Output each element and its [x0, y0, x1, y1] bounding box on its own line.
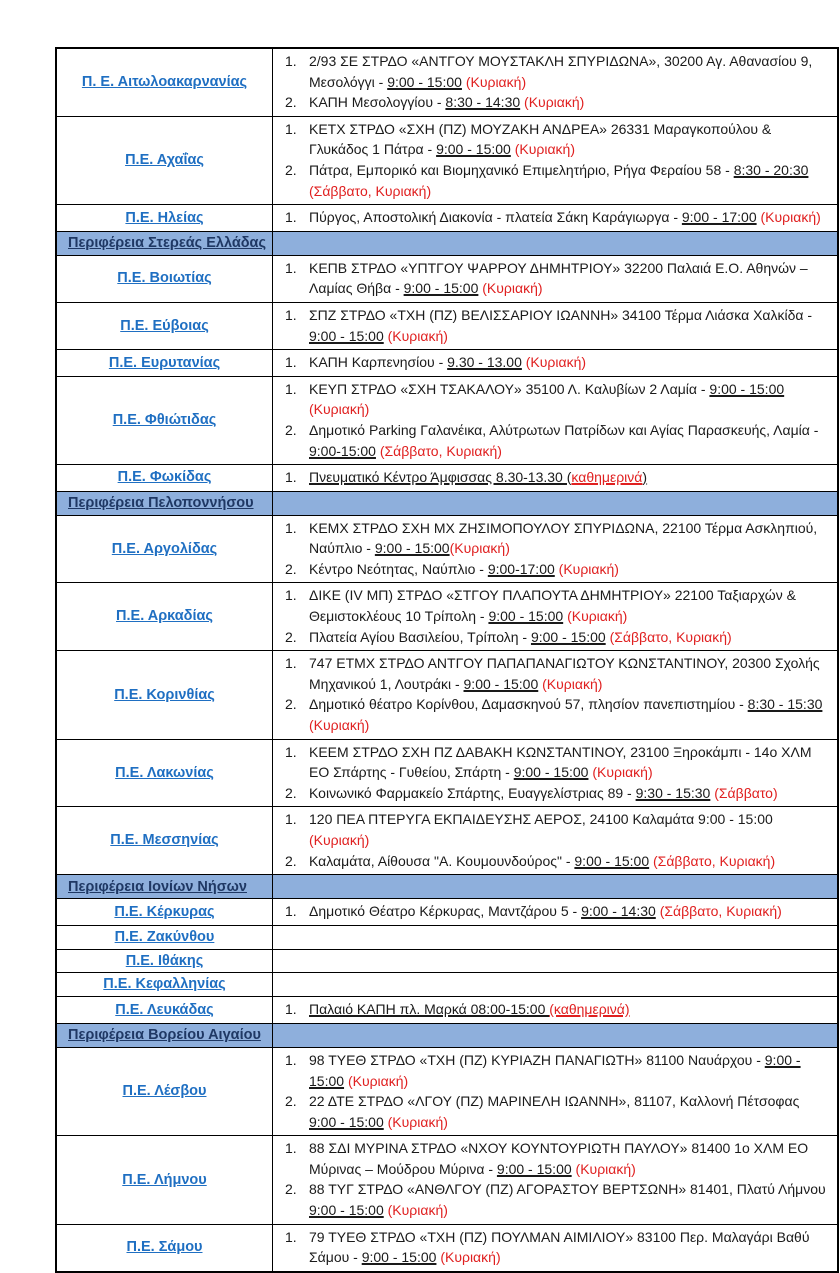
unit-name-link[interactable]: Π.Ε. Ζακύνθου	[114, 928, 215, 945]
location-text: ΚΕΜΧ ΣΤΡΔΟ ΣΧΗ ΜΧ ΖΗΣΙΜΟΠΟΥΛΟΥ ΣΠΥΡΙΔΩΝΑ, 22100 Τέρμα Ασκληπιού, Ναύπλιο -	[309, 519, 818, 557]
location-text: ΚΑΠΗ Μεσολογγίου -	[309, 94, 446, 111]
unit-name-link[interactable]: Π.Ε. Φθιώτιδας	[112, 411, 217, 428]
unit-name-link[interactable]: Π.Ε. Κέρκυρας	[114, 903, 215, 920]
location-text: 79 ΤΥΕΘ ΣΤΡΔΟ «ΤΧΗ (ΠΖ) ΠΟΥΛΜΑΝ ΑΙΜΙΛΙΟΥ» 83100 Περ. Μαλαγάρι Βαθύ Σάμου -	[309, 1228, 810, 1266]
unit-name-cell	[57, 516, 273, 583]
item-text	[309, 742, 831, 783]
location-list	[273, 303, 837, 349]
location-text: 88 ΤΥΓ ΣΤΡΔΟ «ΑΝΘΛΓΟΥ (ΠΖ) ΑΓΟΡΑΣΤΟΥ ΒΕΡΤΣΩΝΗ» 81401, Πλατύ Λήμνου	[309, 1181, 826, 1198]
unit-name-link[interactable]: Π.Ε. Λακωνίας	[115, 764, 214, 781]
location-list	[273, 973, 837, 996]
location-text: Κέντρο Νεότητας, Ναύπλιο -	[309, 560, 488, 577]
location-text: 98 ΤΥΕΘ ΣΤΡΔΟ «ΤΧΗ (ΠΖ) ΚΥΡΙΑΖΗ ΠΑΝΑΓΙΩΤΗ» 81100 Ναυάρχου -	[309, 1051, 765, 1068]
location-item	[273, 207, 831, 228]
location-text: Πλατεία Αγίου Βασιλείου, Τρίπολη -	[309, 628, 531, 645]
item-text	[309, 1138, 831, 1179]
day-label: (Κυριακή)	[542, 675, 603, 692]
region-header-row	[57, 231, 837, 255]
item-text	[309, 160, 831, 201]
time-range: 8:30 - 20:30	[733, 161, 809, 178]
location-item	[273, 1227, 831, 1268]
unit-name-cell	[57, 1136, 273, 1223]
item-number: 1.	[285, 811, 297, 828]
location-item	[273, 1050, 831, 1091]
location-text: 120 ΠΕΑ ΠΤΕΡΥΓΑ ΕΚΠΑΙΔΕΥΣΗΣ ΑΕΡΟΣ, 24100 Καλαμάτα 9:00 - 15:00	[309, 811, 773, 828]
table-row	[57, 1224, 837, 1271]
unit-name-link[interactable]: Π.Ε. Κορινθίας	[114, 686, 215, 703]
region-header-label: Περιφέρεια Στερεάς Ελλάδας	[68, 235, 267, 252]
item-text	[309, 305, 831, 346]
day-label: (Κυριακή)	[525, 354, 587, 371]
location-item	[273, 467, 831, 488]
unit-name-cell	[57, 997, 273, 1023]
item-number: 1.	[285, 380, 297, 397]
time-range: 9:00 - 15:00	[463, 675, 539, 692]
table-row	[57, 515, 837, 583]
item-number: 1.	[285, 1140, 297, 1157]
time-range: 9:00 - 15:00	[530, 628, 606, 645]
unit-name-link[interactable]: Π.Ε. Αργολίδας	[111, 540, 218, 557]
location-item	[273, 809, 831, 850]
item-text	[309, 809, 831, 850]
item-number: 1.	[285, 209, 297, 226]
location-item	[273, 258, 831, 299]
location-item	[273, 420, 831, 461]
region-header-spacer	[273, 875, 837, 898]
item-text	[309, 420, 831, 461]
table-row	[57, 898, 837, 925]
item-number: 1.	[285, 120, 297, 137]
item-text	[309, 627, 831, 648]
item-text	[309, 901, 831, 922]
day-label: (Κυριακή)	[567, 608, 628, 625]
item-number: 1.	[285, 354, 297, 371]
time-range: 9:00 - 15:00	[374, 540, 450, 557]
location-list	[273, 205, 837, 231]
location-item	[273, 901, 831, 922]
location-text: ΚΕΥΠ ΣΤΡΔΟ «ΣΧΗ ΤΣΑΚΑΛΟΥ» 35100 Λ. Καλυβίων 2 Λαμία -	[309, 380, 710, 397]
unit-name-cell	[57, 807, 273, 874]
item-text	[309, 119, 831, 160]
time-range: 9:00 - 15:00	[709, 380, 785, 397]
table-row	[57, 949, 837, 973]
location-item	[273, 160, 831, 201]
unit-name-cell	[57, 973, 273, 996]
unit-name-cell	[57, 651, 273, 738]
location-item	[273, 585, 831, 626]
day-label: (Κυριακή)	[387, 327, 448, 344]
item-text	[309, 207, 831, 228]
time-range: 9:00 - 17:00	[681, 209, 757, 226]
day-label: (Σάββατο, Κυριακή)	[659, 903, 782, 920]
table-row	[57, 464, 837, 491]
unit-name-cell	[57, 377, 273, 464]
unit-name-cell	[57, 583, 273, 650]
day-label: (Κυριακή)	[387, 1113, 448, 1130]
item-number: 1.	[285, 1051, 297, 1068]
unit-name-cell	[57, 465, 273, 491]
time-range: 8:30 - 14:30	[445, 94, 521, 111]
item-text	[309, 999, 831, 1020]
unit-name-link[interactable]: Π.Ε. Λήμνου	[122, 1171, 207, 1188]
item-number: 1.	[285, 259, 297, 276]
location-list	[273, 807, 837, 874]
region-header-row	[57, 1023, 837, 1047]
schedule-table	[55, 47, 839, 1273]
region-header-label: Περιφέρεια Πελοποννήσου	[68, 495, 254, 512]
table-row	[57, 116, 837, 204]
day-label: καθημερινά	[571, 469, 643, 486]
unit-name-cell	[57, 926, 273, 949]
region-header-spacer	[273, 1024, 837, 1047]
location-list	[273, 256, 837, 302]
region-header-cell	[57, 875, 273, 898]
unit-name-cell	[57, 303, 273, 349]
time-range: 9:00 - 15:00	[309, 1113, 384, 1130]
time-range: 9:00 - 15:00	[574, 852, 650, 869]
location-item	[273, 1091, 831, 1132]
unit-name-link[interactable]: Π.Ε. Κεφαλληνίας	[103, 976, 226, 993]
unit-name-link[interactable]: Π.Ε. Σάμου	[126, 1239, 203, 1256]
location-item	[273, 851, 831, 872]
unit-name-cell	[57, 950, 273, 973]
item-number: 1.	[285, 903, 297, 920]
unit-name-cell	[57, 350, 273, 376]
location-text: Πύργος, Αποστολική Διακονία - πλατεία Σάκη Καράγιωργα -	[309, 209, 682, 226]
item-text	[309, 1227, 831, 1268]
location-list	[273, 583, 837, 650]
day-label: (Κυριακή)	[440, 1249, 501, 1266]
unit-name-cell	[57, 117, 273, 204]
time-range: 9:00 - 15:00	[361, 1249, 437, 1266]
table-row	[57, 996, 837, 1023]
location-text: ΔΙΚΕ (IV ΜΠ) ΣΤΡΔΟ «ΣΤΓΟΥ ΠΛΑΠΟΥΤΑ ΔΗΜΗΤΡΙΟΥ» 22100 Ταξιαρχών & Θεμιστοκλέους 10 Τρίπολη -	[309, 587, 796, 625]
time-range: Παλαιό ΚΑΠΗ πλ. Μαρκά 08:00-15:00	[309, 1001, 550, 1018]
unit-name-link[interactable]: Π.Ε. Λευκάδας	[115, 1001, 214, 1018]
time-range: 9:00 - 15:00	[403, 280, 479, 297]
item-number: 2.	[285, 852, 297, 869]
time-range: 9:00 - 15:00	[387, 73, 462, 90]
item-number: 1.	[285, 587, 297, 604]
day-label: (Κυριακή)	[309, 717, 370, 734]
day-label: (Κυριακή)	[524, 94, 585, 111]
item-text	[309, 559, 831, 580]
unit-name-link[interactable]: Π.Ε. Βοιωτίας	[117, 270, 212, 287]
item-text	[309, 92, 831, 113]
day-label: (Κυριακή)	[482, 280, 543, 297]
location-list	[273, 516, 837, 583]
table-row	[57, 1047, 837, 1135]
unit-name-link[interactable]: Π.Ε. Ευρυτανίας	[108, 354, 221, 371]
day-label: (Σάββατο, Κυριακή)	[609, 628, 732, 645]
location-item	[273, 92, 831, 113]
day-label: (Σάββατο, Κυριακή)	[379, 442, 502, 459]
location-text: Πάτρα, Εμπορικό και Βιομηχανικό Επιμελητήριο, Ρήγα Φεραίου 58 -	[309, 161, 734, 178]
location-item	[273, 694, 831, 735]
location-list	[273, 997, 837, 1023]
time-range: )	[642, 469, 648, 486]
item-text	[309, 1179, 831, 1220]
location-item	[273, 379, 831, 420]
location-list	[273, 1225, 837, 1271]
day-label: (Κυριακή)	[575, 1160, 636, 1177]
item-number: 2.	[285, 1181, 297, 1198]
time-range: 9:00 - 15:00	[309, 1051, 801, 1089]
item-number: 2.	[285, 696, 297, 713]
location-list	[273, 1136, 837, 1223]
item-text	[309, 352, 831, 373]
location-text: Δημοτικό Parking Γαλανέικα, Αλύτρωτων Πατρίδων και Αγίας Παρασκευής, Λαμία -	[309, 421, 819, 438]
location-text: ΚΕΠΒ ΣΤΡΔΟ «ΥΠΤΓΟΥ ΨΑΡΡΟΥ ΔΗΜΗΤΡΙΟΥ» 32200 Παλαιά Ε.Ο. Αθηνών – Λαμίας Θήβα -	[309, 259, 808, 297]
location-text: Δημοτικό Θέατρο Κέρκυρας, Μαντζάρου 5 -	[309, 903, 582, 920]
day-label: (Κυριακή)	[558, 560, 619, 577]
location-item	[273, 627, 831, 648]
unit-name-link[interactable]: Π.Ε. Εύβοιας	[120, 317, 209, 334]
location-text: ΚΕΕΜ ΣΤΡΔΟ ΣΧΗ ΠΖ ΔΑΒΑΚΗ ΚΩΝΣΤΑΝΤΙΝΟΥ, 23100 Ξηροκάμπι - 14ο ΧΛΜ ΕΟ Σπάρτης - Γυθείου, Σπάρτη -	[309, 743, 812, 781]
table-row	[57, 739, 837, 807]
location-list	[273, 350, 837, 376]
day-label: (Κυριακή)	[760, 209, 821, 226]
unit-name-cell	[57, 740, 273, 807]
location-list	[273, 926, 837, 949]
day-label: (Κυριακή)	[347, 1072, 409, 1089]
day-label: (Κυριακή)	[592, 764, 653, 781]
unit-name-link[interactable]: Π.Ε. Μεσσηνίας	[110, 832, 219, 849]
item-number: 1.	[285, 1228, 297, 1245]
location-text: 88 ΣΔΙ ΜΥΡΙΝΑ ΣΤΡΔΟ «ΝΧΟΥ ΚΟΥΝΤΟΥΡΙΩΤΗ ΠΑΥΛΟΥ» 81400 1ο ΧΛΜ ΕΟ Μύρινας – Μούδρου Μύρινα -	[309, 1140, 809, 1177]
item-text	[309, 653, 831, 694]
item-number: 2.	[285, 94, 297, 111]
item-text	[309, 258, 831, 299]
location-list	[273, 950, 837, 973]
time-range: 9:00 - 15:00	[309, 1202, 384, 1219]
item-text	[309, 467, 831, 488]
item-text	[309, 694, 831, 735]
time-range: 9:00 - 15:00	[496, 1160, 572, 1177]
location-item	[273, 352, 831, 373]
unit-name-cell	[57, 205, 273, 231]
location-item	[273, 742, 831, 783]
unit-name-cell	[57, 1225, 273, 1271]
table-row	[57, 1135, 837, 1223]
table-row	[57, 204, 837, 231]
time-range: Πνευματικό Κέντρο Άμφισσας 8.30-13.30 (	[309, 469, 572, 486]
day-label: (καθημερινά)	[549, 1001, 630, 1018]
location-item	[273, 51, 831, 92]
time-range: 9:00 - 15:00	[309, 327, 384, 344]
item-number: 1.	[285, 655, 297, 672]
time-range: 9:00-15:00	[309, 442, 376, 459]
item-number: 2.	[285, 1093, 297, 1110]
item-number: 2.	[285, 628, 297, 645]
day-label: (Κυριακή)	[309, 832, 370, 848]
table-row	[57, 925, 837, 949]
location-item	[273, 653, 831, 694]
day-label: (Κυριακή)	[449, 540, 510, 557]
region-header-label: Περιφέρεια Βορείου Αιγαίου	[68, 1027, 261, 1044]
region-header-row	[57, 491, 837, 515]
region-header-row	[57, 874, 837, 898]
table-row	[57, 806, 837, 874]
unit-name-link[interactable]: Π.Ε. Αρκαδίας	[116, 608, 213, 625]
table-row	[57, 349, 837, 376]
item-number: 1.	[285, 469, 297, 486]
day-label: (Κυριακή)	[465, 73, 527, 90]
day-label: (Κυριακή)	[387, 1202, 448, 1219]
table-row	[57, 650, 837, 738]
item-number: 1.	[285, 1001, 297, 1018]
item-number: 1.	[285, 306, 297, 323]
location-text: Καλαμάτα, Αίθουσα "Α. Κουμουνδούρος" -	[309, 852, 575, 869]
table-row	[57, 582, 837, 650]
item-text	[309, 851, 831, 872]
unit-name-link[interactable]: Π.Ε. Λέσβου	[122, 1083, 207, 1100]
unit-name-cell	[57, 256, 273, 302]
location-list	[273, 1048, 837, 1135]
time-range: 9:30 - 15:30	[635, 784, 711, 801]
location-list	[273, 651, 837, 738]
day-label: (Σάββατο)	[714, 784, 778, 801]
item-number: 2.	[285, 161, 297, 178]
location-item	[273, 1179, 831, 1220]
location-item	[273, 305, 831, 346]
location-item	[273, 559, 831, 580]
item-number: 2.	[285, 784, 297, 801]
item-text	[309, 1050, 831, 1091]
time-range: 9.30 - 13.00	[447, 354, 522, 371]
unit-name-cell	[57, 1048, 273, 1135]
unit-name-link[interactable]: Π.Ε. Ηλείας	[125, 209, 204, 226]
location-text: 2/93 ΣΕ ΣΤΡΔΟ «ΑΝΤΓΟΥ ΜΟΥΣΤΑΚΛΗ ΣΠΥΡΙΔΩΝΑ», 30200 Αγ. Αθανασίου 9, Μεσολόγγι -	[309, 53, 813, 90]
location-list	[273, 899, 837, 925]
region-header-cell	[57, 492, 273, 515]
region-header-cell	[57, 232, 273, 255]
location-list	[273, 740, 837, 807]
table-row	[57, 255, 837, 302]
day-label: (Κυριακή)	[309, 401, 370, 418]
unit-name-link[interactable]: Π.Ε. Ιθάκης	[125, 952, 204, 969]
time-range: 9:00 - 15:00	[488, 608, 564, 625]
time-range: 9:00 - 15:00	[436, 141, 511, 158]
table-row	[57, 972, 837, 996]
location-text: Κοινωνικό Φαρμακείο Σπάρτης, Ευαγγελίστριας 89 -	[309, 784, 636, 801]
day-label: (Κυριακή)	[514, 141, 575, 158]
location-item	[273, 1138, 831, 1179]
time-range: 8:30 - 15:30	[747, 696, 823, 713]
region-header-spacer	[273, 492, 837, 515]
region-header-label: Περιφέρεια Ιονίων Νήσων	[68, 878, 247, 895]
time-range: 9:00 - 15:00	[513, 764, 589, 781]
unit-name-link[interactable]: Π. Ε. Αιτωλοακαρνανίας	[81, 73, 248, 90]
unit-name-cell	[57, 49, 273, 116]
item-text	[309, 51, 831, 92]
location-text: Δημοτικό θέατρο Κορίνθου, Δαμασκηνού 57, πλησίον πανεπιστημίου -	[309, 696, 748, 713]
table-row	[57, 302, 837, 349]
unit-name-link[interactable]: Π.Ε. Αχαΐας	[125, 152, 204, 169]
item-text	[309, 585, 831, 626]
table-row	[57, 376, 837, 464]
location-text: 22 ΔΤΕ ΣΤΡΔΟ «ΛΓΟΥ (ΠΖ) ΜΑΡΙΝΕΛΗ ΙΩΑΝΝΗ», 81107, Καλλονή Πέτσοφας	[309, 1093, 800, 1110]
location-list	[273, 377, 837, 464]
item-text	[309, 518, 831, 559]
item-text	[309, 379, 831, 420]
location-item	[273, 518, 831, 559]
location-text: ΚΕΤΧ ΣΤΡΔΟ «ΣΧΗ (ΠΖ) ΜΟΥΖΑΚΗ ΑΝΔΡΕΑ» 26331 Μαραγκοπούλου & Γλυκάδος 1 Πάτρα -	[309, 120, 772, 158]
item-number: 1.	[285, 53, 297, 69]
location-item	[273, 783, 831, 804]
item-number: 2.	[285, 421, 297, 438]
day-label: (Σάββατο, Κυριακή)	[309, 182, 432, 199]
day-label: (Σάββατο, Κυριακή)	[653, 852, 776, 869]
item-number: 2.	[285, 560, 297, 577]
location-item	[273, 999, 831, 1020]
time-range: 9:00 - 14:30	[581, 903, 656, 920]
location-list	[273, 117, 837, 204]
unit-name-link[interactable]: Π.Ε. Φωκίδας	[117, 469, 212, 486]
time-range: 9:00-17:00	[487, 560, 555, 577]
item-text	[309, 1091, 831, 1132]
table-row	[57, 49, 837, 116]
unit-name-cell	[57, 899, 273, 925]
location-text: ΚΑΠΗ Καρπενησίου -	[309, 354, 448, 371]
location-list	[273, 465, 837, 491]
item-text	[309, 783, 831, 804]
location-list	[273, 49, 837, 116]
location-text: ΣΠΖ ΣΤΡΔΟ «ΤΧΗ (ΠΖ) ΒΕΛΙΣΣΑΡΙΟΥ ΙΩΑΝΝΗ» 34100 Τέρμα Λιάσκα Χαλκίδα -	[309, 306, 813, 323]
item-number: 1.	[285, 519, 297, 536]
location-text: 747 ΕΤΜΧ ΣΤΡΔΟ ΑΝΤΓΟΥ ΠΑΠΑΠΑΝΑΓΙΩΤΟΥ ΚΩΝΣΤΑΝΤΙΝΟΥ, 20300 Σχολής Μηχανικού 1, Λουτράκι -	[309, 655, 820, 692]
location-item	[273, 119, 831, 160]
region-header-spacer	[273, 232, 837, 255]
item-number: 1.	[285, 743, 297, 760]
region-header-cell	[57, 1024, 273, 1047]
